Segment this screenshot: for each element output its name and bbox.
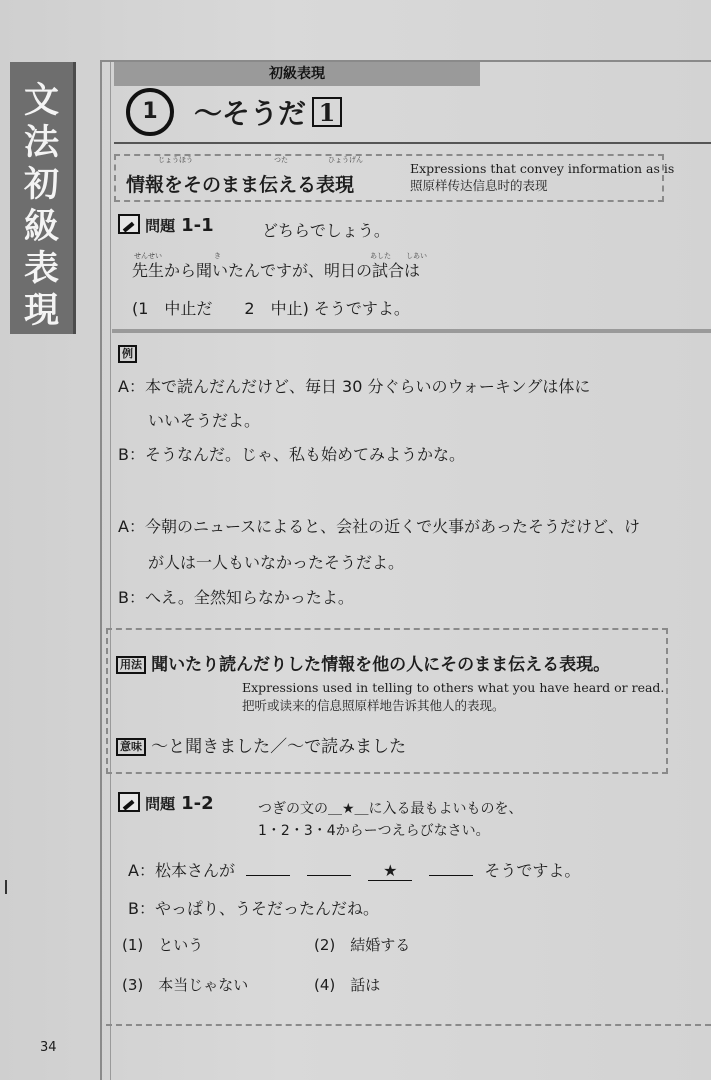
- option-3: (3) 本当じゃない: [122, 976, 249, 994]
- example-tag: [118, 344, 137, 363]
- question-1-1-instruction: どちらでしょう。: [262, 221, 390, 240]
- side-tab-label: [10, 80, 73, 332]
- question-1-1-sentence: 先生から聞いたんですが、明日の試合は: [132, 261, 421, 280]
- question-1-2-line-b: B：やっぱり、うそだったんだね。: [128, 899, 379, 918]
- usage-tag: 用法: [116, 656, 146, 674]
- line-a-prefix: A：松本さんが: [128, 861, 235, 880]
- ruby-row-1: せんせい き あした しあい: [134, 252, 427, 260]
- meaning-text: ～と聞きました／～で読みました: [151, 737, 407, 757]
- meaning-tag: 意味: [116, 738, 146, 756]
- summary-title: 情報をそのまま伝える表現: [126, 174, 355, 196]
- question-1-2-instruction-1: つぎの文の＿★＿に入る最もよいものを、: [258, 801, 523, 817]
- side-tab-text: 文法初級表現: [23, 80, 59, 331]
- question-1-1-header: [118, 214, 214, 236]
- example-line-2: いいそうだよ。: [148, 411, 261, 430]
- line-a-suffix: そうですよ。: [484, 861, 581, 880]
- example-tag-label: 例: [118, 345, 137, 363]
- usage-text: 聞いたり読んだりした情報を他の人にそのまま伝える表現。: [151, 655, 611, 675]
- lesson-title-text: ～そうだ: [194, 97, 307, 130]
- question-1-2-instruction-2: 1・2・3・4からーつえらびなさい。: [258, 823, 490, 839]
- usage-box: [106, 628, 668, 774]
- page-number: 34: [40, 1040, 57, 1055]
- question-label: 問題: [145, 795, 176, 813]
- question-number: 1-2: [181, 793, 214, 814]
- bottom-dashed-rule: [106, 1024, 711, 1026]
- usage-english: Expressions used in telling to others what you have heard or read.: [242, 680, 665, 695]
- lesson-title-box: [114, 86, 711, 144]
- side-tab: [10, 62, 76, 334]
- question-label: 問題: [145, 217, 176, 235]
- margin-rule-inner: [110, 60, 111, 1080]
- lesson-title: [194, 92, 342, 132]
- option-1: (1) という: [122, 936, 204, 954]
- answer-blank-2[interactable]: [307, 863, 351, 876]
- answer-blank-1[interactable]: [246, 863, 290, 876]
- question-1-2-line-a: [128, 858, 580, 881]
- usage-chinese: 把听或读来的信息照原样地告诉其他人的表现。: [242, 698, 505, 713]
- question-number: 1-1: [181, 215, 214, 236]
- margin-rule: [100, 60, 102, 1080]
- lesson-number: 1: [126, 88, 174, 136]
- category-bar: 初級表現: [114, 62, 480, 86]
- lesson-part: 1: [312, 97, 342, 127]
- meaning-row: [116, 732, 406, 757]
- usage-row: [116, 650, 610, 675]
- summary-chinese: 照原样传达信息时的表现: [410, 178, 548, 193]
- summary-english: Expressions that convey information as is: [410, 161, 675, 176]
- option-4: (4) 話は: [314, 976, 381, 994]
- answer-blank-4[interactable]: [429, 863, 473, 876]
- summary-box: じょうほう つた ひょうげん 情報をそのまま伝える表現 Expressions that convey information as is 照原样传达信息时的表现: [114, 154, 664, 202]
- option-2: (2) 結婚する: [314, 936, 411, 954]
- question-1-2-header: [118, 792, 214, 814]
- example-line-1: A：本で読んだんだけど、毎日 30 分ぐらいのウォーキングは体に: [118, 377, 591, 396]
- example-line-5: が人は一人もいなかったそうだよ。: [148, 553, 405, 572]
- pencil-icon: [118, 214, 140, 234]
- section-rule: [112, 329, 711, 333]
- example-line-3: B：そうなんだ。じゃ、私も始めてみようかな。: [118, 445, 465, 464]
- scan-mark: [5, 880, 7, 894]
- answer-blank-star[interactable]: ★: [368, 861, 412, 881]
- example-line-4: A：今朝のニュースによると、会社の近くで火事があったそうだけど、け: [118, 517, 640, 536]
- question-1-1-choices: (1 中止だ 2 中止) そうですよ。: [132, 299, 410, 318]
- example-line-6: B：へえ。全然知らなかったよ。: [118, 588, 354, 607]
- pencil-icon: [118, 792, 140, 812]
